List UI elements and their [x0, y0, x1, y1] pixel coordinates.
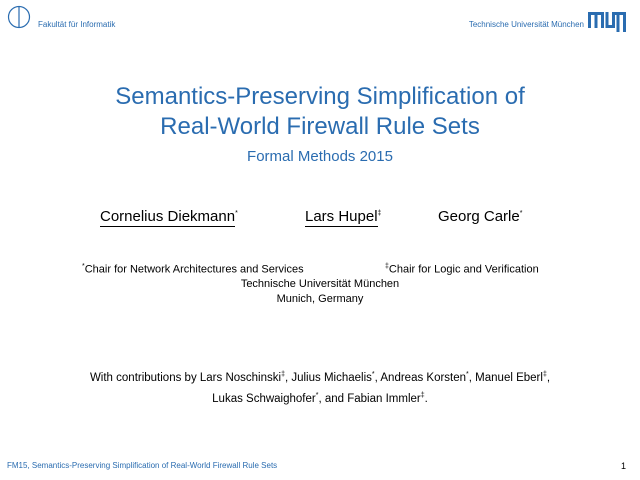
contributions-line-1 [0, 366, 640, 387]
affiliation-mark: ‡ [385, 263, 389, 270]
slide-title [0, 82, 640, 142]
slide-subtitle: Formal Methods 2015 [247, 148, 393, 165]
affiliation-network [82, 263, 304, 276]
contrib-text: Lukas Schwaighofer [212, 392, 316, 405]
author-diekmann [100, 208, 238, 225]
title-line-2: Real-World Firewall Rule Sets [160, 113, 480, 140]
author-carle [438, 208, 522, 225]
location: Munich, Germany [276, 293, 364, 305]
affiliation-text: Chair for Network Architectures and Services [84, 263, 304, 276]
author-name: Georg Carle [438, 208, 520, 225]
faculty-logo-icon [7, 5, 31, 29]
contrib-text: , Manuel Eberl [468, 371, 543, 384]
institution: Technische Universität München [240, 278, 400, 290]
tum-logo-icon [588, 12, 626, 32]
university-label: Technische Universität München [468, 20, 584, 29]
contrib-text: , and Fabian Immler [318, 392, 421, 405]
contrib-mark: * [315, 391, 319, 399]
contrib-text: , Andreas Korsten [374, 371, 467, 384]
contrib-mark: ‡ [281, 371, 285, 378]
footer-title: FM15, Semantics-Preserving Simplification of Real-World Firewall Rule Sets [7, 461, 278, 470]
author-mark: * [519, 210, 523, 217]
contrib-mark: * [466, 371, 469, 378]
author-name: Lars Hupel [305, 208, 378, 225]
author-name: Cornelius Diekmann [100, 208, 236, 225]
author-mark: ‡ [377, 210, 382, 217]
affiliation-mark: * [82, 263, 85, 270]
affiliation-logic [385, 263, 539, 276]
author-hupel [305, 208, 381, 225]
contrib-text: With contributions by Lars Noschinski [89, 371, 282, 384]
title-line-1: Semantics-Preserving Simplification of [115, 83, 525, 110]
contrib-text: , Julius Michaelis [284, 371, 372, 384]
author-mark: * [235, 210, 238, 217]
faculty-label: Fakultät für Informatik [38, 20, 116, 29]
contributions-line-2 [0, 387, 640, 408]
contrib-text: , [546, 371, 551, 384]
contrib-mark: ‡ [542, 371, 547, 378]
page-number: 1 [620, 461, 626, 471]
affiliation-text: Chair for Logic and Verification [388, 263, 539, 276]
contributions [0, 366, 640, 408]
contrib-mark: ‡ [420, 391, 425, 399]
contrib-mark: * [371, 371, 375, 378]
contrib-text: . [424, 392, 428, 405]
